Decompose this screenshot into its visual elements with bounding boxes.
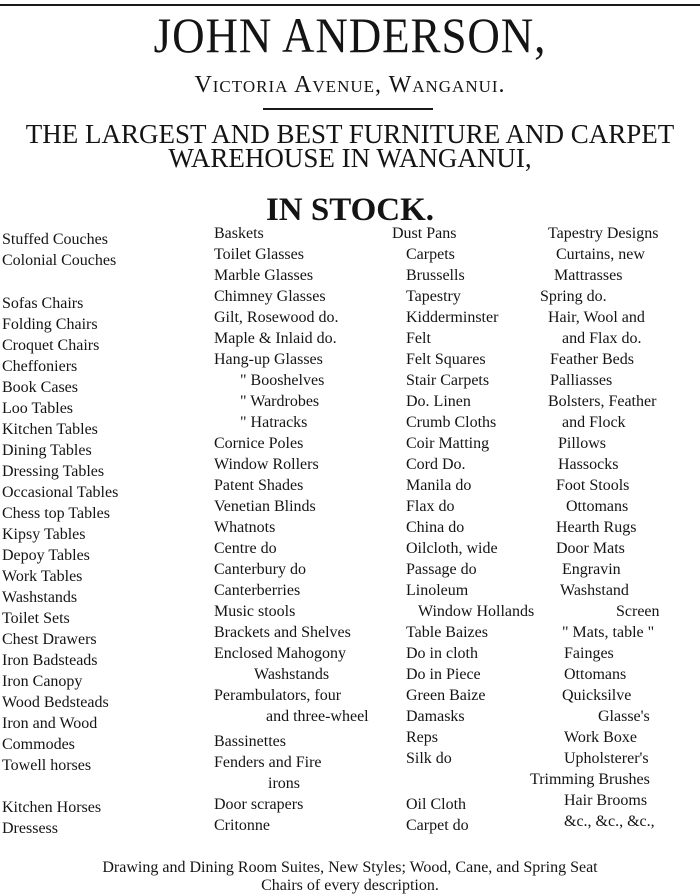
stock-item: Chest Drawers [2,631,97,648]
stock-item: Brackets and Shelves [214,624,351,641]
stock-item: Cord Do. [406,456,466,473]
stock-item: Foot Stools [556,477,630,494]
stock-item: Hair, Wool and [548,309,645,326]
stock-item: Fainges [564,645,614,662]
stock-item: Stuffed Couches [2,231,108,248]
stock-item: Hang-up Glasses [214,351,323,368]
stock-item: Tapestry [406,288,461,305]
stock-item: Window Hollands [418,603,535,620]
stock-item: Iron Canopy [2,673,83,690]
stock-item: Damasks [406,708,465,725]
stock-item: " Wardrobes [240,393,320,410]
stock-item: Trimming Brushes [530,771,650,788]
stock-item: Canterbury do [214,561,306,578]
stock-item: Palliasses [550,372,613,389]
stock-item: Occasional Tables [2,484,119,501]
stock-item: Reps [406,729,438,746]
stock-item: Crumb Cloths [406,414,497,431]
stock-item: Do in cloth [406,645,478,662]
stock-item: Maple & Inlaid do. [214,330,337,347]
stock-item: Bassinettes [214,733,286,750]
stock-item: Work Boxe [564,729,637,746]
stock-item: Pillows [558,435,607,452]
stock-item: " Mats, table " [562,624,655,641]
stock-item: " Booshelves [240,372,325,389]
stock-item: Depoy Tables [2,547,90,564]
footer-line-1: Drawing and Dining Room Suites, New Styles; Wood, Cane, and Spring Seat [102,859,598,876]
stock-item: Flax do [406,498,455,515]
stock-item: Canterberries [214,582,301,599]
stock-item: China do [406,519,465,536]
stock-item: Dressing Tables [2,463,105,480]
stock-item: Music stools [214,603,296,620]
stock-item: Iron and Wood [2,715,98,732]
headline-line-2: WAREHOUSE IN WANGANUI, [168,143,532,173]
stock-item: Door Mats [556,540,625,557]
headline-line-1: THE LARGEST AND BEST FURNITURE AND CARPET [25,119,675,149]
stock-item: " Hatracks [240,414,308,431]
footer-line-2: Chairs of every description. [261,877,439,894]
stock-item: Washstands [254,666,330,683]
stock-item: Washstands [2,589,78,606]
stock-item: Chess top Tables [2,505,110,522]
stock-item: Table Baizes [406,624,488,641]
stock-item: Quicksilve [562,687,632,704]
stock-item: Screen [616,603,660,620]
stock-item: Tapestry Designs [548,225,659,242]
stock-item: Passage do [406,561,477,578]
stock-item: Hearth Rugs [556,519,637,536]
stock-item: Do. Linen [406,393,471,410]
stock-item: Silk do [406,750,452,767]
stock-item: Critonne [214,817,270,834]
stock-item: Brussells [406,267,465,284]
stock-item: Fenders and Fire [214,754,322,771]
stock-item: Sofas Chairs [2,295,84,312]
stock-item: Marble Glasses [214,267,314,284]
stock-item: Manila do [406,477,472,494]
stock-item: Feather Beds [550,351,634,368]
stock-item: Toilet Sets [2,610,70,627]
stock-item: Wood Bedsteads [2,694,109,711]
stock-item: Kipsy Tables [2,526,86,543]
stock-item: Mattrasses [554,267,623,284]
stock-item: Commodes [2,736,75,753]
stock-item: and Flock [562,414,626,431]
stock-item: Door scrapers [214,796,304,813]
divider-rule [263,108,433,110]
address-line: Victoria Avenue, Wanganui. [194,72,506,98]
stock-item: Coir Matting [406,435,490,452]
stock-item: and Flax do. [562,330,642,347]
stock-item: Cornice Poles [214,435,304,452]
stock-item: and three-wheel [266,708,369,725]
stock-item: Ottomans [564,666,627,683]
stock-item: Towell horses [2,757,92,774]
stock-item: Patent Shades [214,477,304,494]
stock-item: Perambulators, four [214,687,342,704]
stock-item: Felt Squares [406,351,486,368]
stock-item: Loo Tables [2,400,74,417]
stock-item: Dining Tables [2,442,92,459]
stock-item: Colonial Couches [2,252,117,269]
stock-item: Dust Pans [392,225,457,242]
stock-item: Toilet Glasses [214,246,304,263]
advertiser-name: JOHN ANDERSON, [153,7,547,63]
stock-item: Oilcloth, wide [406,540,498,557]
stock-item: Venetian Blinds [214,498,316,515]
stock-item: Stair Carpets [406,372,490,389]
stock-item: Carpet do [406,817,469,834]
stock-item: Oil Cloth [406,796,467,813]
stock-item: irons [268,775,300,792]
stock-item: Croquet Chairs [2,337,100,354]
stock-item: Kitchen Horses [2,799,102,816]
stock-item: Engravin [562,561,621,578]
in-stock-heading: IN STOCK. [265,192,435,228]
stock-item: Hair Brooms [564,792,648,809]
stock-item: Cheffoniers [2,358,78,375]
stock-item: Green Baize [406,687,486,704]
stock-item: Kidderminster [406,309,499,326]
stock-item: &c., &c., &c., [564,813,655,830]
stock-item: Whatnots [214,519,276,536]
stock-item: Washstand [560,582,629,599]
stock-item: Do in Piece [406,666,481,683]
stock-item: Enclosed Mahogony [214,645,346,662]
stock-item: Kitchen Tables [2,421,98,438]
stock-item: Window Rollers [214,456,319,473]
stock-item: Felt [406,330,431,347]
stock-item: Linoleum [406,582,469,599]
stock-item: Book Cases [2,379,78,396]
stock-item: Bolsters, Feather [548,393,657,410]
stock-item: Hassocks [558,456,619,473]
stock-item: Chimney Glasses [214,288,326,305]
stock-item: Upholsterer's [564,750,649,767]
stock-item: Centre do [214,540,277,557]
stock-item: Spring do. [540,288,607,305]
stock-item: Baskets [214,225,264,242]
stock-item: Iron Badsteads [2,652,98,669]
stock-item: Dressess [2,820,58,837]
stock-item: Carpets [406,246,455,263]
stock-item: Work Tables [2,568,83,585]
stock-item: Ottomans [566,498,629,515]
stock-item: Folding Chairs [2,316,98,333]
stock-item: Glasse's [598,708,650,725]
stock-item: Gilt, Rosewood do. [214,309,339,326]
stock-item: Curtains, new [556,246,645,263]
